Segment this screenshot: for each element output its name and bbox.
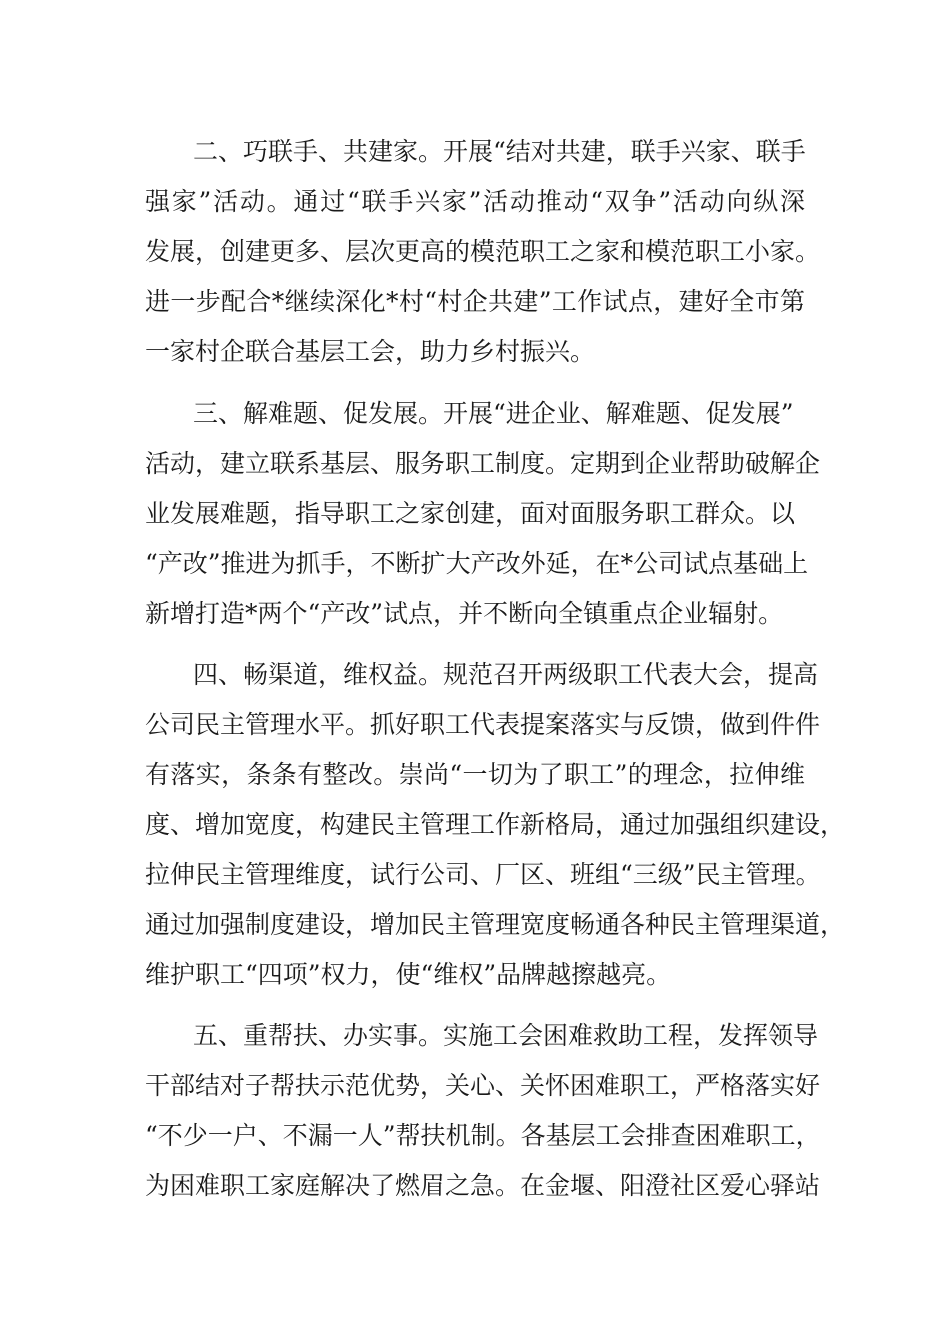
text-line: 二、巧联手、共建家。开展“结对共建，联手兴家、联手 <box>193 137 806 166</box>
text-line: 五、重帮扶、办实事。实施工会困难救助工程，发挥领导 <box>193 1021 819 1050</box>
text-line: 活动，建立联系基层、服务职工制度。定期到企业帮助破解企 <box>145 449 821 478</box>
text-line: 为困难职工家庭解决了燃眉之急。在金堰、阳澄社区爱心驿站 <box>145 1171 821 1200</box>
text-line: 公司民主管理水平。抓好职工代表提案落实与反馈，做到件件 <box>145 710 821 739</box>
text-line: 业发展难题，指导职工之家创建，面对面服务职工群众。以 <box>145 499 796 528</box>
text-line: 维护职工“四项”权力，使“维权”品牌越擦越亮。 <box>145 960 672 989</box>
text-line: 四、畅渠道，维权益。规范召开两级职工代表大会，提高 <box>193 660 819 689</box>
text-line: 三、解难题、促发展。开展“进企业、解难题、促发展” <box>193 399 794 428</box>
text-line: 有落实，条条有整改。崇尚“一切为了职工”的理念，拉伸维 <box>145 760 805 789</box>
text-line: 强家”活动。通过“联手兴家”活动推动“双争”活动向纵深 <box>145 187 805 216</box>
text-line: 拉伸民主管理维度，试行公司、厂区、班组“三级”民主管理。 <box>145 860 821 889</box>
text-line: 一家村企联合基层工会，助力乡村振兴。 <box>145 337 596 366</box>
text-line: “产改”推进为抓手，不断扩大产改外延，在*公司试点基础上 <box>145 549 809 578</box>
text-line: 新增打造*两个“产改”试点，并不断向全镇重点企业辐射。 <box>145 599 784 628</box>
text-line: 进一步配合*继续深化*村“村企共建”工作试点，建好全市第 <box>145 287 805 316</box>
text-line: 通过加强制度建设，增加民主管理宽度畅通各种民主管理渠道， <box>145 910 846 939</box>
text-line: “不少一户、不漏一人”帮扶机制。各基层工会排查困难职工， <box>145 1121 821 1150</box>
text-line: 度、增加宽度，构建民主管理工作新格局，通过加强组织建设， <box>145 810 846 839</box>
text-line: 干部结对子帮扶示范优势，关心、关怀困难职工，严格落实好 <box>145 1071 821 1100</box>
text-line: 发展，创建更多、层次更高的模范职工之家和模范职工小家。 <box>145 237 821 266</box>
